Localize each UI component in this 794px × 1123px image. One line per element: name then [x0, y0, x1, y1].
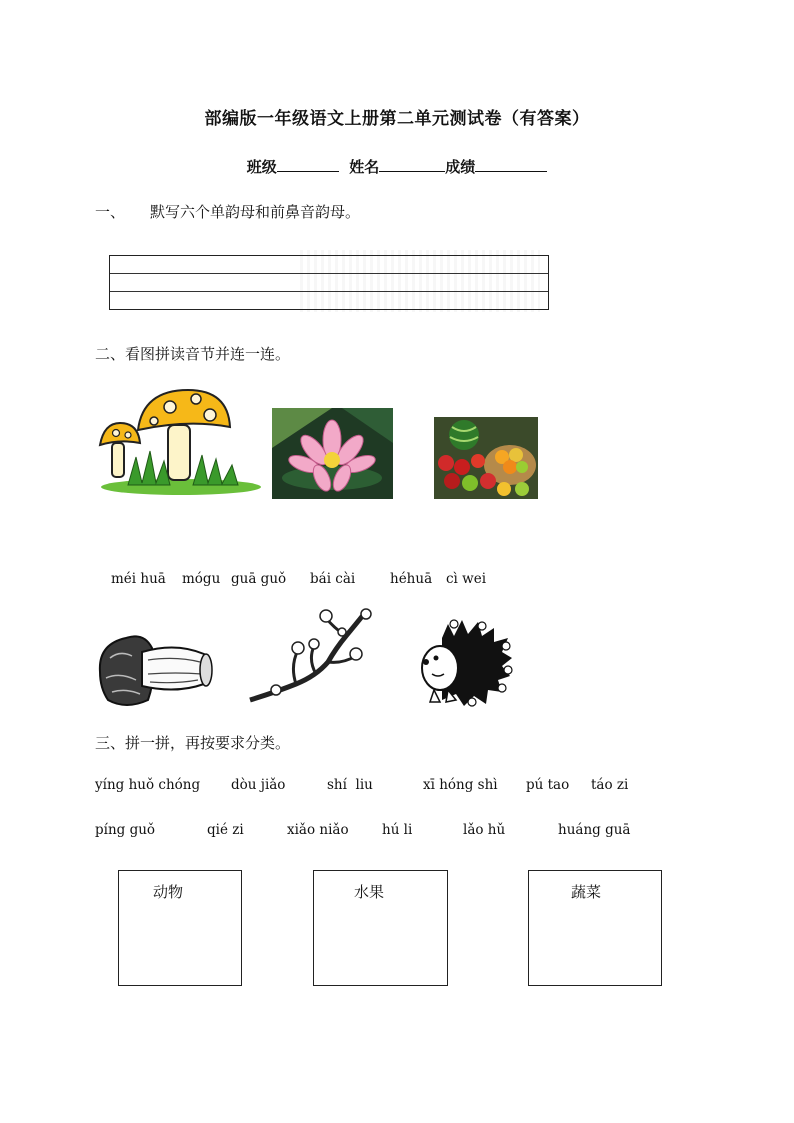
pinyin-item: píng guǒ	[95, 822, 156, 838]
category-box-fruits[interactable]	[313, 870, 448, 986]
pinyin-item: yíng huǒ chóng	[95, 777, 201, 793]
pinyin-item: héhuā	[390, 571, 433, 587]
pinyin-item: mógu	[182, 571, 221, 587]
pinyin-item: táo zi	[591, 777, 629, 793]
lotus-image	[272, 408, 393, 499]
q3-text: 三、拼一拼，再按要求分类。	[95, 734, 291, 752]
page-title: 部编版一年级语文上册第二单元测试卷（有答案）	[204, 109, 590, 129]
category-box-animals[interactable]	[118, 870, 242, 986]
name-blank[interactable]	[379, 157, 445, 172]
category-label: 动物	[153, 883, 184, 901]
pinyin-item: cì wei	[446, 571, 487, 587]
pinyin-item: bái cài	[310, 571, 356, 587]
pinyin-item: hú li	[382, 822, 413, 838]
q2-text: 二、看图拼读音节并连一连。	[95, 345, 291, 363]
score-blank[interactable]	[475, 157, 547, 172]
score-label: 成绩	[445, 158, 476, 176]
category-label: 水果	[354, 883, 385, 901]
class-blank[interactable]	[277, 157, 339, 172]
writing-lines[interactable]	[109, 255, 549, 310]
student-info	[0, 156, 794, 177]
name-label: 姓名	[349, 158, 380, 176]
pinyin-item: méi huā	[111, 571, 166, 587]
pinyin-item: qié zi	[207, 822, 244, 838]
faint-scan-noise	[300, 250, 540, 312]
category-box-vegetables[interactable]	[528, 870, 662, 986]
plum-blossom-image	[246, 606, 380, 706]
q1-number: 一、	[95, 203, 126, 221]
pinyin-item: lǎo hǔ	[463, 822, 506, 838]
mushroom-image	[98, 385, 264, 497]
class-label: 班级	[246, 158, 277, 176]
cabbage-image	[96, 628, 216, 710]
pinyin-item: guā guǒ	[231, 571, 287, 587]
hedgehog-image	[412, 618, 514, 708]
q1-text: 默写六个单韵母和前鼻音韵母。	[150, 203, 361, 221]
pinyin-item: pú tao	[526, 777, 570, 793]
category-label: 蔬菜	[571, 883, 602, 901]
pinyin-item: shí liu	[327, 777, 373, 793]
pinyin-item: xiǎo niǎo	[287, 822, 349, 838]
pinyin-item: dòu jiǎo	[231, 777, 286, 793]
pinyin-item: huáng guā	[558, 822, 631, 838]
pinyin-item: xī hóng shì	[423, 777, 498, 793]
fruit-image	[434, 417, 538, 499]
